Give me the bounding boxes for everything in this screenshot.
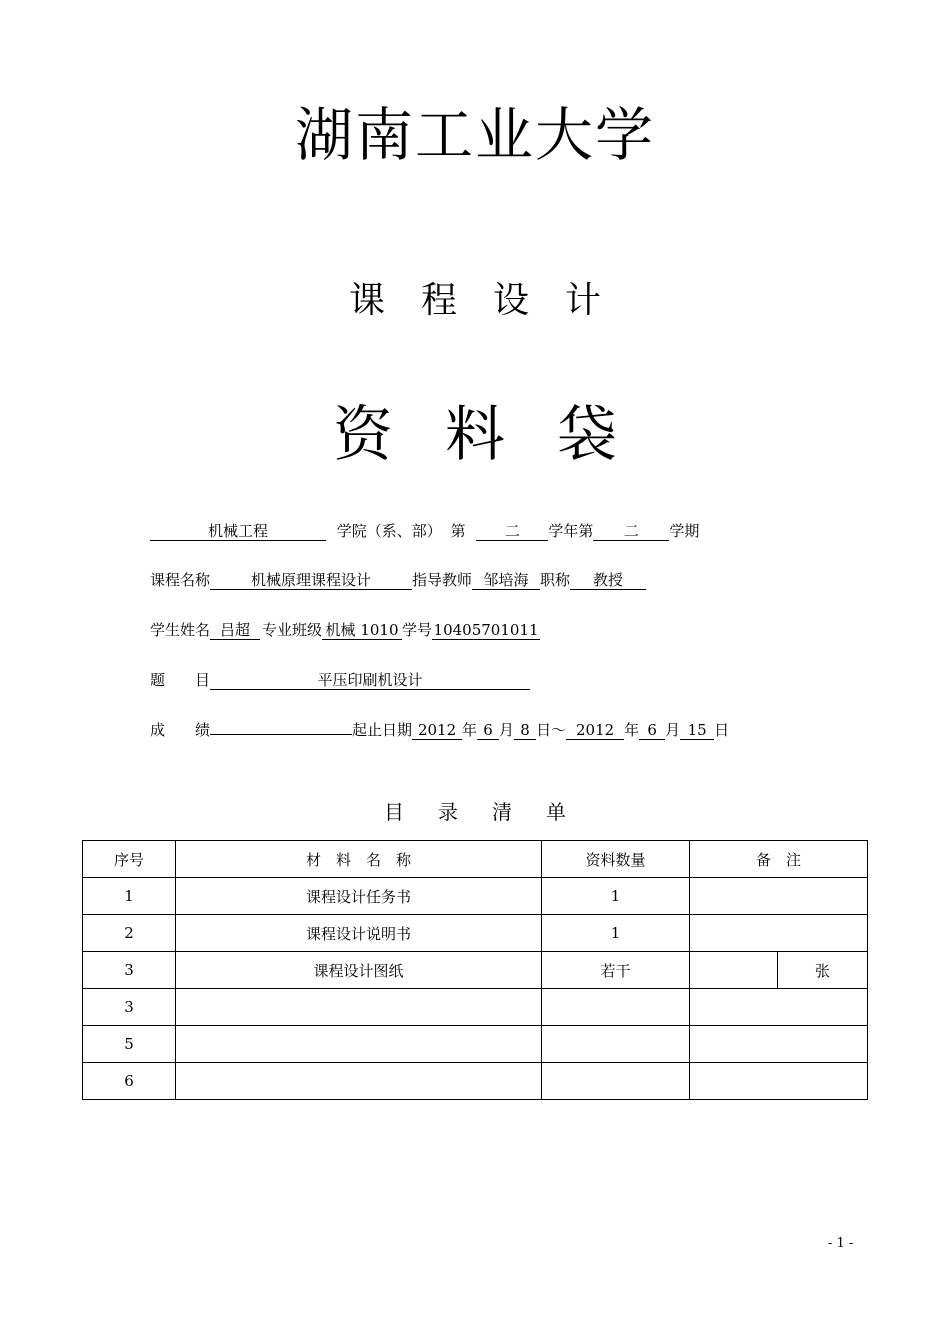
college-label: 学院（系、部） (336, 522, 442, 540)
page-number: - 1 - (828, 1236, 854, 1251)
year-value: 二 (476, 522, 548, 541)
header-note: 备 注 (690, 841, 868, 878)
row-name (176, 1063, 542, 1100)
row-no: 2 (83, 915, 176, 952)
table-row (83, 1026, 868, 1063)
heading-char: 设 (493, 280, 530, 321)
row-qty (542, 989, 690, 1026)
course-design-heading (0, 278, 950, 324)
topic-line (150, 669, 530, 691)
row-note (690, 915, 868, 952)
rank-label: 职称 (540, 571, 571, 589)
id-value: 10405701011 (433, 621, 539, 639)
row-qty: 1 (542, 878, 690, 915)
topic-label: 题 目 (150, 671, 211, 689)
table-row (83, 989, 868, 1026)
row-qty (542, 1063, 690, 1100)
year-label: 学年第 (548, 522, 594, 540)
end-day: 15 (680, 721, 714, 740)
end-month: 6 (639, 721, 665, 740)
list-title-char: 单 (546, 800, 566, 824)
day-end-char: 日 (714, 721, 730, 739)
student-line (150, 619, 540, 641)
university-title: 湖南工业大学 (294, 101, 655, 169)
heading-char: 计 (565, 280, 602, 321)
row-no: 6 (83, 1063, 176, 1100)
course-value: 机械原理课程设计 (210, 571, 412, 590)
list-title-char: 录 (438, 800, 458, 824)
topic-value: 平压印刷机设计 (210, 671, 530, 690)
table-header-row (83, 841, 868, 878)
document-bag-heading (0, 400, 950, 470)
row-note (690, 989, 868, 1026)
class-label: 专业班级 (262, 621, 323, 639)
heading-char: 袋 (557, 400, 617, 470)
list-title (0, 798, 950, 826)
term-label: 学期 (669, 522, 700, 540)
table-row (83, 952, 868, 989)
header-name: 材 料 名 称 (176, 841, 542, 878)
heading-char: 料 (445, 400, 505, 470)
grade-date-line (150, 719, 729, 741)
heading-char: 课 (348, 280, 385, 321)
college-value: 机械工程 (150, 522, 326, 541)
term-value: 二 (593, 522, 669, 541)
heading-char: 资 (333, 400, 393, 470)
date-label: 起止日期 (352, 721, 413, 739)
start-year: 2012 (412, 721, 462, 740)
teacher-value: 邹培海 (472, 571, 540, 590)
table-row (83, 878, 868, 915)
row-no: 5 (83, 1026, 176, 1063)
row-qty: 若干 (542, 952, 690, 989)
row-note (690, 878, 868, 915)
course-label: 课程名称 (150, 571, 211, 589)
row-qty (542, 1026, 690, 1063)
day-char: 日～ (536, 721, 567, 739)
row-note (690, 952, 778, 989)
grade-value (210, 734, 352, 735)
year-char: 年 (624, 721, 640, 739)
rank-value: 教授 (570, 571, 646, 590)
header-no: 序号 (83, 841, 176, 878)
row-name: 课程设计说明书 (176, 915, 542, 952)
month-char: 月 (665, 721, 681, 739)
row-no: 3 (83, 952, 176, 989)
student-label: 学生姓名 (150, 621, 211, 639)
id-label: 学号 (402, 621, 433, 639)
grade-label: 成 绩 (150, 721, 211, 739)
start-day: 8 (514, 721, 536, 740)
month-char: 月 (499, 721, 515, 739)
year-char: 年 (462, 721, 478, 739)
materials-table (82, 840, 868, 1100)
course-line (150, 569, 646, 591)
class-value: 机械 1010 (322, 621, 402, 640)
row-no: 3 (83, 989, 176, 1026)
table-row (83, 1063, 868, 1100)
list-title-char: 目 (384, 800, 404, 824)
row-note (690, 1063, 868, 1100)
header-qty: 资料数量 (542, 841, 690, 878)
row-qty: 1 (542, 915, 690, 952)
row-name: 课程设计任务书 (176, 878, 542, 915)
college-line (150, 520, 699, 542)
row-name: 课程设计图纸 (176, 952, 542, 989)
row-unit: 张 (778, 952, 868, 989)
row-name (176, 1026, 542, 1063)
row-no: 1 (83, 878, 176, 915)
row-note (690, 1026, 868, 1063)
heading-char: 程 (420, 280, 457, 321)
row-name (176, 989, 542, 1026)
start-month: 6 (477, 721, 499, 740)
teacher-label: 指导教师 (412, 571, 473, 589)
student-value: 吕超 (210, 621, 260, 640)
di-label: 第 (450, 522, 466, 540)
list-title-char: 清 (492, 800, 512, 824)
end-year: 2012 (566, 721, 624, 740)
table-row (83, 915, 868, 952)
